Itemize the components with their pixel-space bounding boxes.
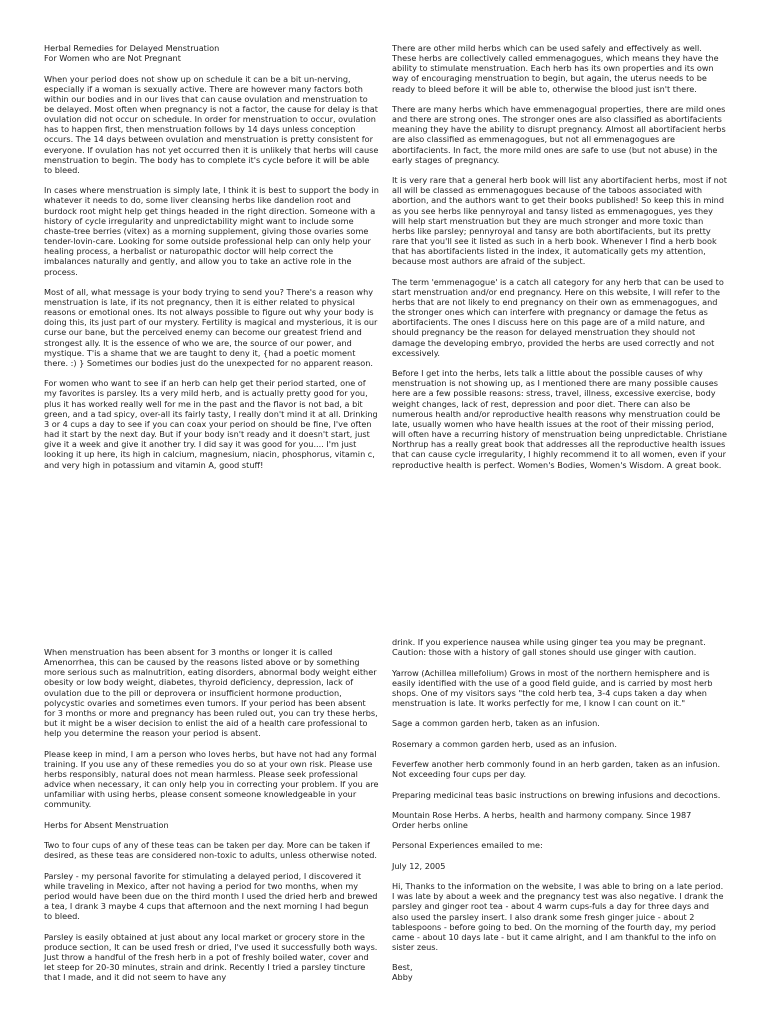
document-page-2 <box>0 610 768 1024</box>
herb-entry: Feverfew another herb commonly found in an herb garden, taken as an infusion. Not exceeding four cups per day. <box>392 759 721 780</box>
page2-right-column <box>392 637 727 983</box>
paragraph: It is very rare that a general herb book will list any abortifacient herbs, most if not all will be classed as emmenagogues because of the taboos associated with abortion, and the authors want to get their books published! So keep this in mind as you see herbs like pennyroyal and tansy listed as emmenagogues, yes they will help start menstruation but they are much stronger and more toxic than herbs like parsley; pennyroyal and tansy are both abortifacients, but its pretty rare that you'll see it listed as such in a herb book. Whenever I find a herb book that has abortifacients listed in the index, it automatically gets my attention, because most authors are afraid of the subject. <box>392 175 727 267</box>
paragraph: There are many herbs which have emmenagogual properties, there are mild ones and there are strong ones. The stronger ones are also classified as abortifacients meaning they have the ability to disrupt pregnancy. Almost all abortifacient herbs are also classified as emmenagogues, but not all emmenagogues are abortifacients. In fact, the more mild ones are safe to use (but not abuse) in the early stages of pregnancy. <box>392 103 726 165</box>
herb-entry: Rosemary a common garden herb, used as an infusion. <box>392 738 617 749</box>
paragraph: When your period does not show up on schedule it can be a bit un-nerving, especially if a woman is sexually active. There are however many factors both within our bodies and in our lives that can cause ovulation and menstruation to be delayed. Most often when pregnancy is not a factor, the cause for delay is that ovulation did not occur on schedule. In order for menstruation to occur, ovulation has to happen first, then menstruation follows by 14 days unless conception occurs. The 14 days between ovulation and menstruation is pretty consistent for everyone. If ovulation has not yet occurred then it is unlikely that herbs will cause menstruation to begin. The body has to complete it's cycle before it will be able to bleed. <box>44 73 379 175</box>
link-text[interactable]: Preparing medicinal teas basic instructions on brewing infusions and decoctions. <box>392 789 721 800</box>
caution-note: Caution: those with a history of gall stones should use ginger with caution. <box>392 647 697 658</box>
paragraph: Most of all, what message is your body trying to send you? There's a reason why menstruation is late, if its not pregnancy, then it is either related to physical reasons or emotional ones. Its not always possible to figure out why your body is doing this, its just part of our mystery. Fertility is magical and mysterious, it is our curse our bane, but the perceived enemy can become our greatest friend and strongest ally. It is the essence of who we are, the source of our power, and mystique. T'is a shame that we are taught to deny it, {had a poetic moment there. :) } Sometimes our bodies just do the unexpected for no apparent reason. <box>44 286 378 368</box>
signoff: Best, <box>392 962 413 973</box>
link-text[interactable]: Mountain Rose Herbs. A herbs, health and harmony company. Since 1987 <box>392 809 692 820</box>
page2-left-column <box>44 647 379 993</box>
paragraph: When menstruation has been absent for 3 months or longer it is called Amenorrhea, this can be caused by the reasons listed above or by something more serious such as malnutrition, eating disorders, abnormal body weight either obesity or low body weight, diabetes, thyroid deficiency, depression, lack of ovulation due to the pill or deprovera or insufficient hormone production, polycystic ovaries and sometimes even tumors. If your period has been absent for 3 months or more and pregnancy has been ruled out, you can try these herbs, but it might be a wiser decision to enlist the aid of a health care professional to help you determine the reason your period is absent. <box>44 647 378 739</box>
section-heading: Personal Experiences emailed to me: <box>392 840 543 851</box>
article-title: Herbal Remedies for Delayed Menstruation <box>44 43 220 53</box>
herb-entry: Sage a common garden herb, taken as an infusion. <box>392 718 600 729</box>
signature: Abby <box>392 972 413 983</box>
section-heading: Herbs for Absent Menstruation <box>44 819 169 830</box>
paragraph: Before I get into the herbs, lets talk a little about the possible causes of why menstruation is not showing up, as I mentioned there are many possible causes here are a few possible reasons: stress, travel, illness, excessive exercise, body weight changes, lack of rest, depression and poor diet. There can also be numerous health and/or reproductive health reasons why menstruation could be late, usually women who have health issues at the root of their missing period, will often have a recurring history of menstruation being unpredictable. Christiane Northrup has a really great book that addresses all the reproductive health issues that can cause cycle irregularity, I highly recommend it to all women, even if your reproductive health is perfect. Women's Bodies, Women's Wisdom. A great book. <box>392 368 727 470</box>
page1-left-column <box>44 43 379 480</box>
herb-entry: Yarrow (Achillea millefolium) Grows in most of the northern hemisphere and is easily identified with the use of a good field guide, and is carried by most herb shops. One of my visitors says "the cold herb tea, 3-4 cups taken a day when menstruation is late. It works perfectly for me, I know I can count on it." <box>392 667 713 708</box>
paragraph: drink. If you experience nausea while using ginger tea you may be pregnant. <box>392 637 706 647</box>
article-subtitle: For Women who are Not Pregnant <box>44 53 181 64</box>
paragraph: For women who want to see if an herb can help get their period started, one of my favorites is parsley. Its a very mild herb, and is actually pretty good for you, plus it has worked really well for me in the past and the flavor is not bad, a bit green, and a tad spicy, over-all its fairly tasty, I really don't mind it at all. Drinking 3 or 4 cups a day to see if you can coax your period on should be fine, I've often had it start by the next day. But if your body isn't ready and it doesn't start, just give it a week and give it another try. I did say it was good for you.... I'm just looking it up here, its high in calcium, magnesium, niacin, phosphorus, vitamin c, and very high in potassium and vitamin A, good stuff! <box>44 378 378 470</box>
paragraph: The term 'emmenagogue' is a catch all category for any herb that can be used to start menstruation and/or end pregnancy. Here on this website, I will refer to the herbs that are not likely to end pregnancy on their own as emmenagogues, and the stronger ones which can interfere with pregnancy or damage the fetus as abortifacients. The ones I discuss here on this page are of a mild nature, and should pregnancy be the reason for delayed menstruation they should not damage the developing embryo, provided the herbs are used correctly and not excessively. <box>392 276 724 358</box>
paragraph: Parsley is easily obtained at just about any local market or grocery store in the produce section, It can be used fresh or dried, I've used it successfully both ways. Just throw a handful of the fresh herb in a pot of freshly boiled water, cover and let steep for 20-30 minutes, strain and drink. Recently I tried a parsley tincture that I made, and it did not seem to have any <box>44 931 378 983</box>
paragraph: In cases where menstruation is simply late, I think it is best to support the body in whatever it needs to do, some liver cleansing herbs like dandelion root and burdock root might help get things headed in the right direction. Someone with a history of cycle irregularity and unpredictability might want to include some chaste-tree berries (vitex) as a morning supplement, giving those ovaries some tender-lovin-care. Looking for some outside professional help can only help your healing process, a herbalist or naturopathic doctor will help correct the imbalances naturally and gently, and allow you to take an active role in the process. <box>44 185 379 277</box>
paragraph: Please keep in mind, I am a person who loves herbs, but have not had any formal training. If you use any of these remedies you do so at your own risk. Please use herbs responsibly, natural does not mean harmless. Please seek professional advice when necessary, it can only help you in correcting your problem. If you are unfamiliar with using herbs, please consent someone knowledgeable in your community. <box>44 748 379 810</box>
date-label: July 12, 2005 <box>392 860 446 871</box>
paragraph: Parsley - my personal favorite for stimulating a delayed period, I discovered it while traveling in Mexico, after not having a period for two months, when my period would have been due on the third month I used the dried herb and brewed a tea, I drank 3 maybe 4 cups that afternoon and the next morning I had begun to bleed. <box>44 870 378 922</box>
page1-right-column <box>392 43 727 480</box>
link-text[interactable]: Order herbs online <box>392 820 468 830</box>
paragraph: Two to four cups of any of these teas can be taken per day. More can be taken if desired, as these teas are considered non-toxic to adults, unless otherwise noted. <box>44 840 378 861</box>
paragraph: There are other mild herbs which can be used safely and effectively as well. These herbs are collectively called emmenagogues, which means they have the ability to stimulate menstruation. Each herb has its own properties and its own way of encouraging menstruation to begin, but again, the uterus needs to be ready to bleed before it will be able to, otherwise the blood just isn't there. <box>392 43 719 94</box>
letter-text: Hi, Thanks to the information on the website, I was able to bring on a late period. I was late by about a week and the pregnancy test was also negative. I drank the parsley and ginger root tea - about 4 warm cups-fuls a day for three days and also used the parsley insert. I also drank some fresh ginger juice - about 2 tablespoons - before going to bed. On the morning of the fourth day, my period came - about 10 days late - but it came alright, and I am thankful to the info on sister zeus. <box>392 881 724 952</box>
